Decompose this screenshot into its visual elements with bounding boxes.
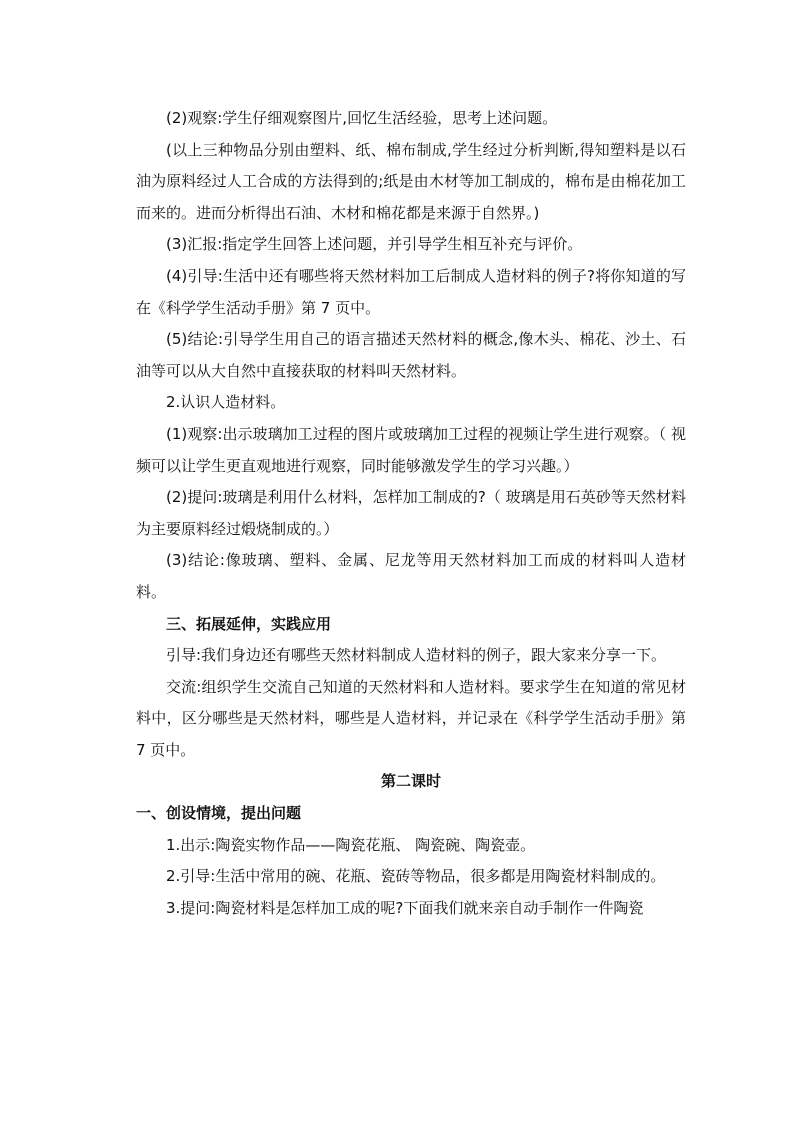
report-step-3: (3)汇报:指定学生回答上述问题，并引导学生相互补充与评价。 (166, 235, 583, 254)
lesson-2-section-1-heading: 一、创设情境，提出问题 (136, 804, 302, 823)
observation-step-2: (2)观察:学生仔细观察图片,回忆生活经验，思考上述问题。 (166, 109, 558, 127)
material-origin-note: (以上三种物品分别由塑料、纸、棉布制成,学生经过分析判断,得知塑料是以石油为原料经过人工合成的方法得到的;纸是由木材等加工制成的，棉布是由棉花加工而来的。进而分析得出石油、木材和棉花都是来源于自然界。) (136, 140, 686, 222)
section-2-title: 2.认识人造材料。 (166, 393, 286, 412)
glass-observation: (1)观察:出示玻璃加工过程的图片或玻璃加工过程的视频让学生进行观察。（ 视频可以让学生更直观地进行观察，同时能够激发学生的学习兴趣。） (136, 424, 686, 475)
glass-question: (2)提问:玻璃是利用什么材料，怎样加工制成的?（ 玻璃是用石英砂等天然材料为主要原料经过煅烧制成的。） (136, 488, 686, 538)
exchange-activity: 交流:组织学生交流自己知道的天然材料和人造材料。要求学生在知道的常见材料中，区分哪些是天然材料，哪些是人造材料，并记录在《科学学生活动手册》第 7 页中。 (136, 677, 686, 759)
section-3-heading: 三、拓展延伸，实践应用 (166, 614, 332, 633)
extension-guide: 引导:我们身边还有哪些天然材料制成人造材料的例子，跟大家来分享一下。 (166, 646, 667, 665)
artificial-material-conclusion: (3)结论:像玻璃、塑料、金属、尼龙等用天然材料加工而成的材料叫人造材料。 (136, 551, 686, 601)
second-lesson-title: 第二课时 (380, 772, 441, 791)
display-step-1: 1.出示:陶瓷实物作品——陶瓷花瓶、 陶瓷碗、陶瓷壶。 (166, 835, 536, 854)
question-step-3: 3.提问:陶瓷材料是怎样加工成的呢?下面我们就来亲自动手制作一件陶瓷 (166, 898, 644, 917)
conclusion-step-5: (5)结论:引导学生用自己的语言描述天然材料的概念,像木头、棉花、沙土、石油等可以从大自然中直接获取的材料叫天然材料。 (136, 330, 686, 380)
document-body (136, 103, 686, 924)
guide-step-2: 2.引导:生活中常用的碗、花瓶、瓷砖等物品，很多都是用陶瓷材料制成的。 (166, 867, 666, 886)
guide-step-4: (4)引导:生活中还有哪些将天然材料加工后制成人造材料的例子?将你知道的写在《科学学生活动手册》第 7 页中。 (136, 266, 686, 317)
